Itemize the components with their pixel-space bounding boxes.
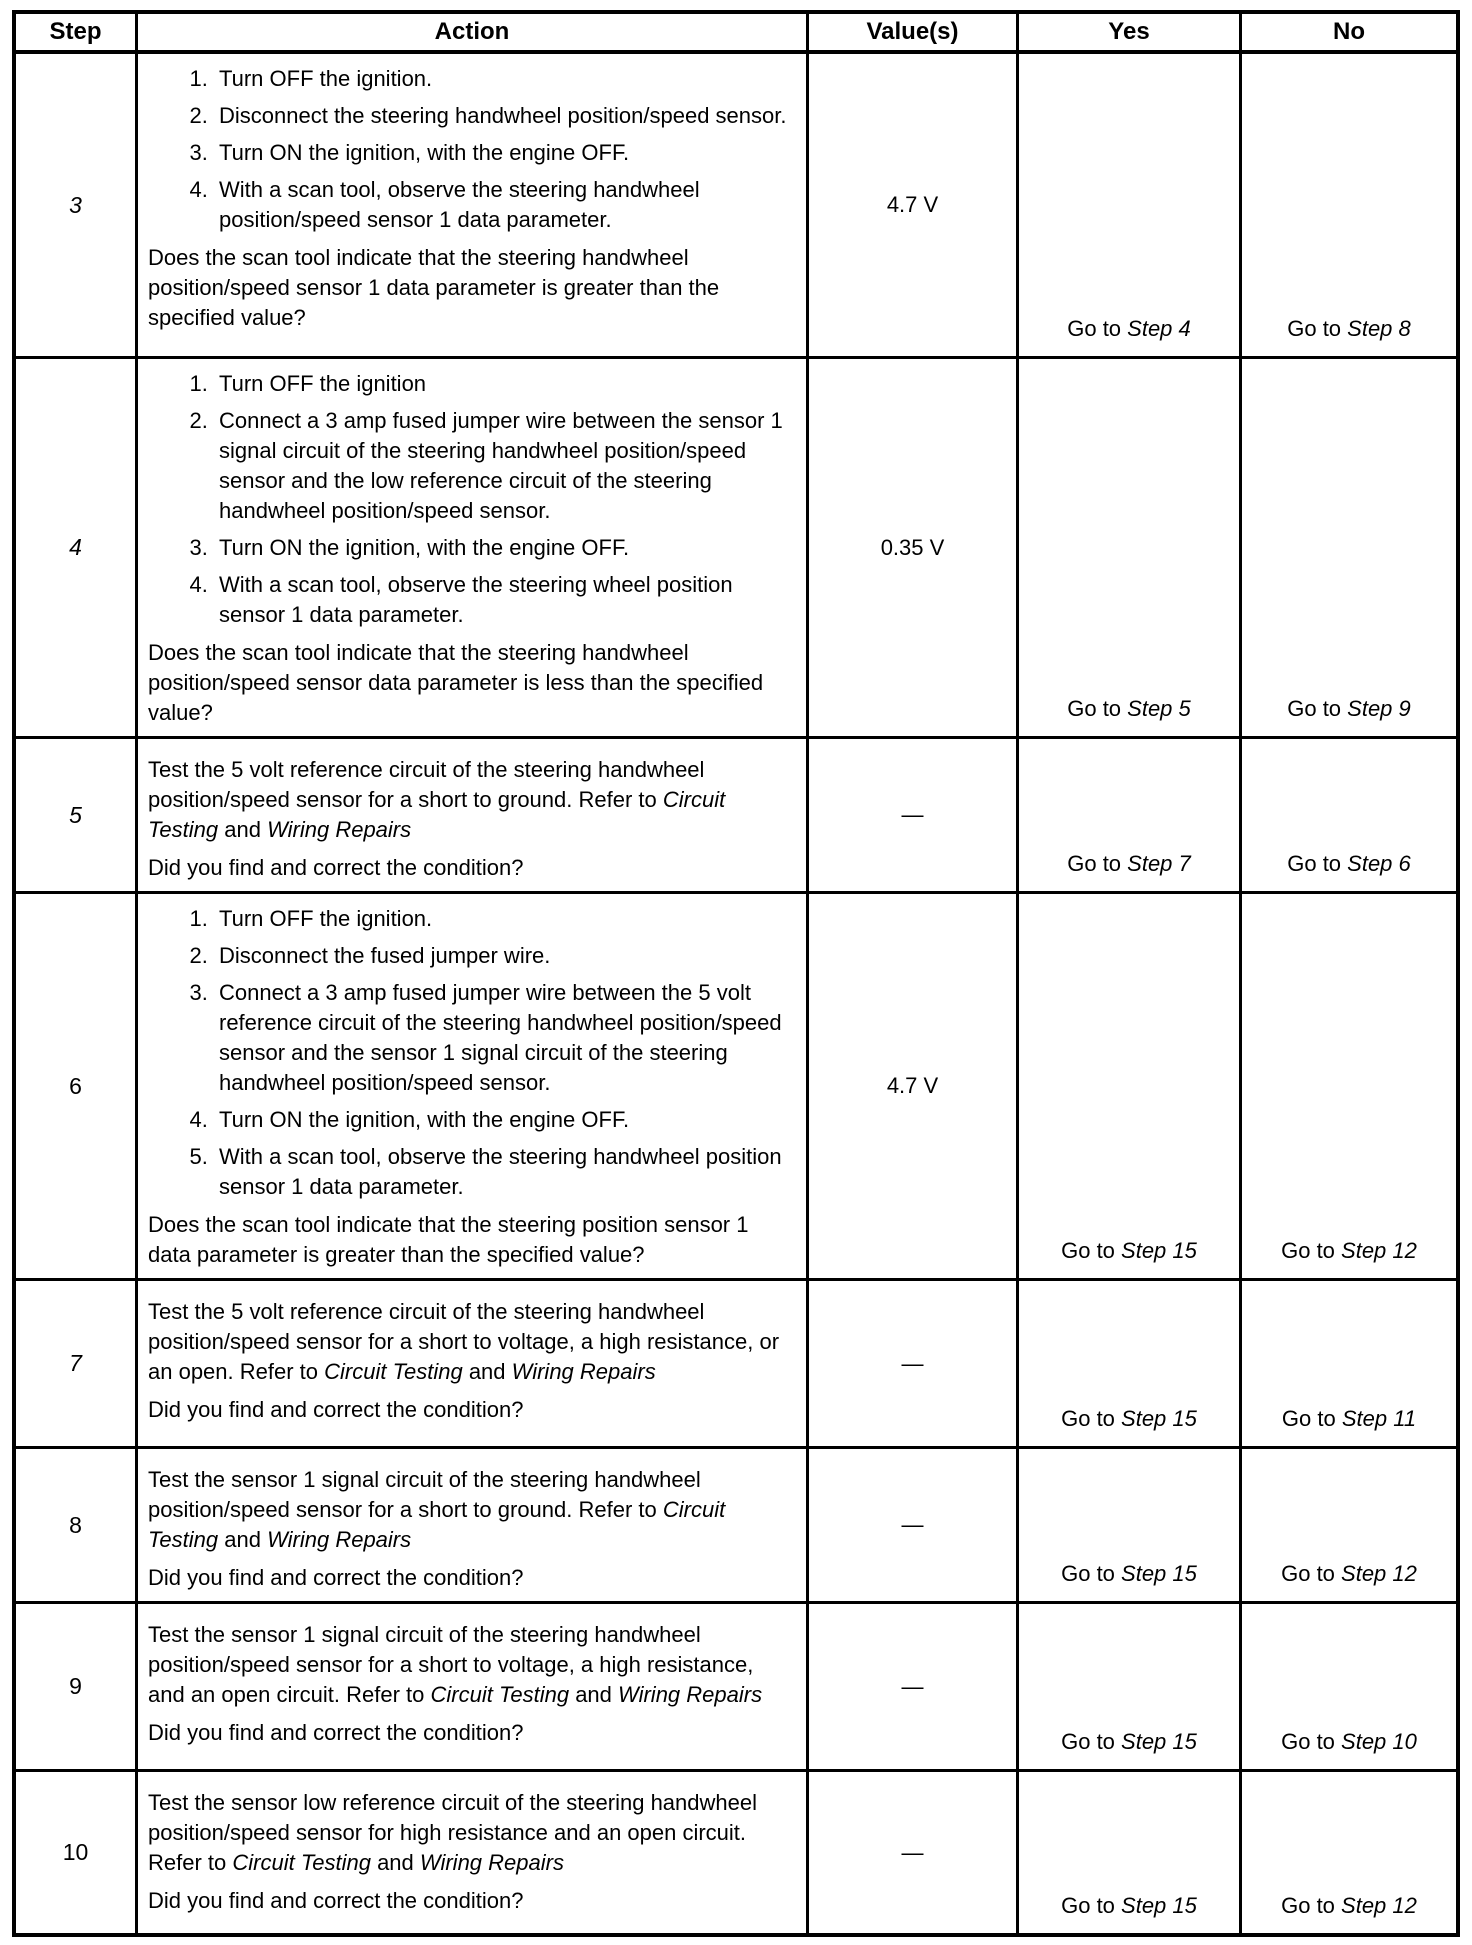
value-text: 4.7 V — [886, 192, 939, 217]
action-list-item: 4. Turn ON the ignition, with the engine OFF. — [214, 1105, 794, 1135]
no-text — [1281, 1561, 1417, 1587]
action-list-item: 1. Turn OFF the ignition — [214, 369, 794, 399]
text-segment: Go to — [1281, 1729, 1342, 1754]
italic-reference: Step 8 — [1347, 316, 1411, 341]
header-step: Step — [49, 18, 102, 45]
italic-reference: Step 15 — [1121, 1406, 1197, 1431]
action-paragraph — [148, 853, 794, 883]
header-values: Value(s) — [806, 14, 1016, 50]
value-text: — — [901, 1512, 924, 1537]
action-paragraph — [148, 1297, 794, 1387]
italic-reference: Wiring Repairs — [618, 1682, 763, 1707]
italic-reference: Step 4 — [1127, 316, 1191, 341]
italic-reference: Step 15 — [1121, 1729, 1197, 1754]
text-segment: and — [370, 1850, 420, 1875]
step-number: 5 — [69, 801, 82, 828]
step-number: 9 — [69, 1673, 82, 1699]
step-cell — [16, 1449, 135, 1601]
yes-text — [1061, 1729, 1197, 1755]
text-segment: Does the scan tool indicate that the steering handwheel position/speed sensor 1 data parameter is greater than the specified value? — [148, 245, 720, 330]
table-row — [16, 736, 1456, 891]
italic-reference: Circuit Testing — [148, 1497, 726, 1552]
value-text: — — [901, 1350, 924, 1376]
action-paragraph — [148, 638, 794, 728]
text-segment: Did you find and correct the condition? — [148, 855, 524, 880]
action-paragraphs — [148, 1210, 794, 1270]
diagnostic-table — [12, 10, 1460, 1937]
table-body — [16, 54, 1456, 1933]
action-paragraphs — [148, 1620, 794, 1748]
header-no: No — [1239, 14, 1456, 50]
table-row — [16, 1278, 1456, 1446]
no-cell — [1239, 739, 1456, 891]
action-list-item: 5. With a scan tool, observe the steering handwheel position sensor 1 data parameter. — [214, 1142, 794, 1202]
text-segment: and — [218, 1527, 268, 1552]
yes-cell — [1016, 1604, 1239, 1769]
text-segment: Does the scan tool indicate that the steering handwheel position/speed sensor data parameter is less than the specified value? — [148, 640, 764, 725]
italic-reference: Step 6 — [1347, 851, 1411, 876]
italic-reference: Step 12 — [1341, 1893, 1417, 1918]
no-cell — [1239, 1449, 1456, 1601]
value-cell — [806, 54, 1016, 356]
step-number: 10 — [62, 1839, 89, 1865]
action-list-item: 2. Disconnect the steering handwheel position/speed sensor. — [214, 101, 794, 131]
step-number: 4 — [69, 534, 82, 560]
yes-cell — [1016, 1281, 1239, 1446]
step-cell — [16, 1604, 135, 1769]
action-list-item: 4. With a scan tool, observe the steering handwheel position/speed sensor 1 data parameter. — [214, 175, 794, 235]
table-row — [16, 1769, 1456, 1933]
action-paragraphs — [148, 1297, 794, 1425]
text-segment: Go to — [1061, 1406, 1122, 1431]
action-paragraphs — [148, 1788, 794, 1916]
action-cell — [135, 1604, 806, 1769]
action-list-item: 3. Turn ON the ignition, with the engine OFF. — [214, 138, 794, 168]
table-row — [16, 1601, 1456, 1769]
yes-text — [1061, 1238, 1197, 1264]
step-cell — [16, 359, 135, 736]
italic-reference: Wiring Repairs — [419, 1850, 564, 1875]
action-paragraphs — [148, 243, 794, 333]
yes-text — [1067, 316, 1191, 342]
text-segment: Go to — [1281, 1561, 1342, 1586]
italic-reference: Step 11 — [1341, 1406, 1417, 1431]
action-paragraph — [148, 1620, 794, 1710]
action-list-item: 2. Disconnect the fused jumper wire. — [214, 941, 794, 971]
text-segment: and — [218, 817, 268, 842]
text-segment: and — [569, 1682, 619, 1707]
action-cell — [135, 894, 806, 1278]
text-segment: Go to — [1281, 1893, 1342, 1918]
value-cell — [806, 739, 1016, 891]
value-cell — [806, 359, 1016, 736]
value-cell — [806, 1604, 1016, 1769]
action-paragraph — [148, 1465, 794, 1555]
header-yes: Yes — [1016, 14, 1239, 50]
yes-text — [1061, 1561, 1197, 1587]
italic-reference: Step 9 — [1347, 696, 1411, 721]
italic-reference: Step 12 — [1341, 1238, 1417, 1263]
header-action: Action — [135, 14, 806, 50]
text-segment: Did you find and correct the condition? — [148, 1397, 524, 1422]
step-cell — [16, 739, 135, 891]
step-cell — [16, 54, 135, 356]
action-paragraphs — [148, 1465, 794, 1593]
table-row — [16, 1446, 1456, 1601]
italic-reference: Step 12 — [1341, 1561, 1417, 1586]
no-cell — [1239, 1772, 1456, 1933]
no-text — [1287, 696, 1411, 722]
text-segment: Test the 5 volt reference circuit of the steering handwheel position/speed sensor for a short to ground. Refer to — [148, 757, 705, 812]
action-cell — [135, 1772, 806, 1933]
yes-cell — [1016, 1449, 1239, 1601]
italic-reference: Circuit Testing — [232, 1850, 371, 1875]
action-cell — [135, 739, 806, 891]
text-segment: Go to — [1061, 1729, 1122, 1754]
action-paragraph — [148, 1395, 794, 1425]
value-text: — — [901, 802, 924, 827]
table-row — [16, 54, 1456, 356]
no-cell — [1239, 894, 1456, 1278]
italic-reference: Step 15 — [1121, 1238, 1197, 1263]
value-cell — [806, 894, 1016, 1278]
action-paragraphs — [148, 638, 794, 728]
yes-cell — [1016, 54, 1239, 356]
table-header-row — [16, 14, 1456, 54]
text-segment: Did you find and correct the condition? — [148, 1720, 524, 1745]
action-list-item: 1. Turn OFF the ignition. — [214, 904, 794, 934]
action-list — [148, 64, 794, 235]
no-text — [1287, 851, 1411, 877]
yes-cell — [1016, 894, 1239, 1278]
text-segment: Did you find and correct the condition? — [148, 1888, 524, 1913]
italic-reference: Wiring Repairs — [511, 1359, 656, 1384]
action-paragraph — [148, 755, 794, 845]
table-row — [16, 356, 1456, 736]
action-list-item: 3. Connect a 3 amp fused jumper wire between the 5 volt reference circuit of the steering handwheel position/speed sensor and the sensor 1 signal circuit of the steering handwheel position/speed sensor. — [214, 978, 794, 1098]
text-segment: Go to — [1281, 1238, 1342, 1263]
no-cell — [1239, 359, 1456, 736]
italic-reference: Step 15 — [1121, 1893, 1197, 1918]
text-segment: Test the sensor low reference circuit of the steering handwheel position/speed sensor for high resistance and an open circuit. Refer to — [148, 1790, 757, 1875]
action-paragraph — [148, 1788, 794, 1878]
action-paragraph — [148, 1886, 794, 1916]
text-segment: Go to — [1061, 1893, 1122, 1918]
action-paragraph — [148, 1563, 794, 1593]
text-segment: Go to — [1061, 1561, 1122, 1586]
action-list — [148, 904, 794, 1202]
yes-cell — [1016, 739, 1239, 891]
no-text — [1281, 1729, 1417, 1755]
italic-reference: Circuit Testing — [148, 787, 726, 842]
text-segment: Go to — [1287, 696, 1348, 721]
italic-reference: Step 15 — [1121, 1561, 1197, 1586]
text-segment: Test the 5 volt reference circuit of the steering handwheel position/speed sensor for a short to voltage, a high resistance, or an open. Refer to — [148, 1299, 780, 1384]
action-cell — [135, 1449, 806, 1601]
text-segment: Go to — [1287, 316, 1348, 341]
text-segment: Go to — [1281, 1406, 1342, 1431]
text-segment: Go to — [1061, 1238, 1122, 1263]
action-list-item: 4. With a scan tool, observe the steering wheel position sensor 1 data parameter. — [214, 570, 794, 630]
italic-reference: Circuit Testing — [324, 1359, 463, 1384]
value-text: — — [901, 1673, 924, 1699]
no-text — [1287, 316, 1411, 342]
italic-reference: Step 7 — [1127, 851, 1191, 876]
text-segment: Did you find and correct the condition? — [148, 1565, 524, 1590]
action-list — [148, 369, 794, 630]
no-cell — [1239, 1604, 1456, 1769]
no-text — [1281, 1238, 1417, 1264]
action-list-item: 3. Turn ON the ignition, with the engine OFF. — [214, 533, 794, 563]
step-cell — [16, 894, 135, 1278]
yes-text — [1067, 851, 1191, 877]
action-paragraph — [148, 1718, 794, 1748]
action-paragraphs — [148, 755, 794, 883]
text-segment: Go to — [1067, 851, 1128, 876]
value-text: 0.35 V — [880, 534, 945, 560]
yes-text — [1067, 696, 1191, 722]
yes-text — [1061, 1406, 1197, 1432]
no-cell — [1239, 54, 1456, 356]
yes-text — [1061, 1893, 1197, 1919]
text-segment: Test the sensor 1 signal circuit of the steering handwheel position/speed sensor for a short to ground. Refer to — [148, 1467, 701, 1522]
value-text: 4.7 V — [886, 1073, 939, 1098]
italic-reference: Step 10 — [1341, 1729, 1417, 1754]
italic-reference: Step 5 — [1127, 696, 1191, 721]
action-paragraph — [148, 1210, 794, 1270]
step-number: 8 — [69, 1511, 82, 1538]
action-cell — [135, 54, 806, 356]
yes-cell — [1016, 1772, 1239, 1933]
text-segment: Go to — [1067, 696, 1128, 721]
action-paragraph — [148, 243, 794, 333]
italic-reference: Circuit Testing — [430, 1682, 570, 1707]
no-cell — [1239, 1281, 1456, 1446]
italic-reference: Wiring Repairs — [267, 817, 412, 842]
table-row — [16, 891, 1456, 1278]
step-number: 6 — [69, 1072, 82, 1099]
yes-cell — [1016, 359, 1239, 736]
step-number: 7 — [69, 1350, 82, 1376]
action-cell — [135, 1281, 806, 1446]
action-list-item: 2. Connect a 3 amp fused jumper wire between the sensor 1 signal circuit of the steering handwheel position/speed sensor and the low reference circuit of the steering handwheel position/speed sensor. — [214, 406, 794, 526]
text-segment: Go to — [1067, 316, 1128, 341]
step-cell — [16, 1281, 135, 1446]
text-segment: Test the sensor 1 signal circuit of the steering handwheel position/speed sensor for a short to voltage, a high resistance, and an open circuit. Refer to — [148, 1622, 754, 1707]
no-text — [1282, 1406, 1416, 1432]
text-segment: Go to — [1287, 851, 1348, 876]
step-number: 3 — [69, 191, 82, 218]
value-text: — — [901, 1839, 924, 1865]
step-cell — [16, 1772, 135, 1933]
value-cell — [806, 1281, 1016, 1446]
action-list-item: 1. Turn OFF the ignition. — [214, 64, 794, 94]
text-segment: and — [462, 1359, 512, 1384]
action-cell — [135, 359, 806, 736]
value-cell — [806, 1772, 1016, 1933]
no-text — [1281, 1893, 1417, 1919]
italic-reference: Wiring Repairs — [267, 1527, 412, 1552]
text-segment: Does the scan tool indicate that the steering position sensor 1 data parameter is greater than the specified value? — [148, 1212, 749, 1267]
value-cell — [806, 1449, 1016, 1601]
